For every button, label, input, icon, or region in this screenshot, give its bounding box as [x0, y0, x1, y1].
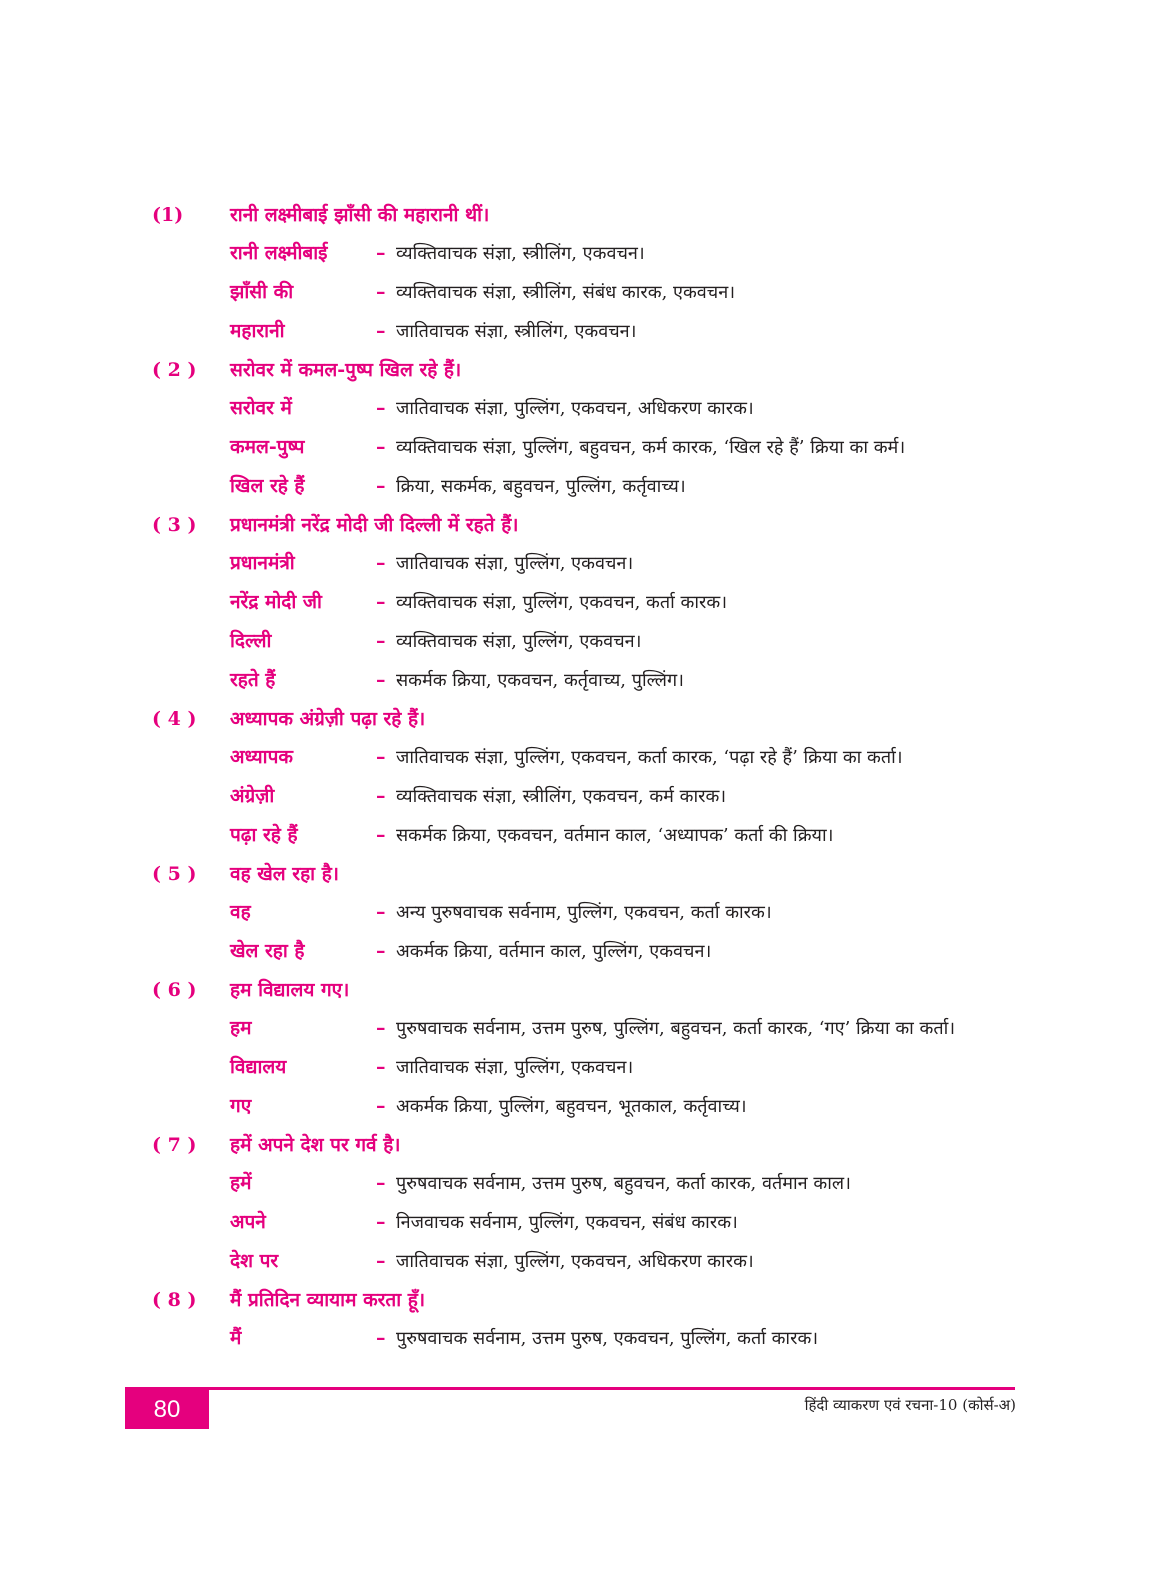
analysed-word: गए — [230, 1095, 252, 1117]
example-sentence — [152, 351, 1032, 389]
example-sentence — [152, 1126, 1032, 1164]
sentence-number: ( 3 ) — [152, 514, 197, 536]
word-description: जातिवाचक संज्ञा, पुल्लिंग, एकवचन, अधिकरण कारक। — [396, 398, 754, 419]
analysis-row — [152, 932, 1032, 971]
analysis-row — [152, 893, 1032, 932]
dash-separator: – — [376, 940, 386, 962]
analysis-row — [152, 273, 1032, 312]
word-description: पुरुषवाचक सर्वनाम, उत्तम पुरुष, बहुवचन, कर्ता कारक, वर्तमान काल। — [396, 1173, 851, 1194]
sentence-number: ( 5 ) — [152, 863, 197, 885]
word-description: पुरुषवाचक सर्वनाम, उत्तम पुरुष, पुल्लिंग, बहुवचन, कर्ता कारक, ‘गए’ क्रिया का कर्ता। — [396, 1018, 956, 1039]
sentence-text: सरोवर में कमल-पुष्प खिल रहे हैं। — [230, 359, 462, 381]
dash-separator: – — [376, 1017, 386, 1039]
analysed-word: प्रधानमंत्री — [230, 552, 295, 574]
dash-separator: – — [376, 1327, 386, 1349]
analysis-row — [152, 1009, 1032, 1048]
analysis-row — [152, 622, 1032, 661]
analysis-row — [152, 583, 1032, 622]
dash-separator: – — [376, 320, 386, 342]
dash-separator: – — [376, 397, 386, 419]
analysed-word: मैं — [230, 1327, 242, 1349]
analysis-row — [152, 1087, 1032, 1126]
example-sentence — [152, 855, 1032, 893]
word-description: व्यक्तिवाचक संज्ञा, स्त्रीलिंग, एकवचन, कर्म कारक। — [396, 786, 727, 807]
word-description: जातिवाचक संज्ञा, स्त्रीलिंग, एकवचन। — [396, 321, 637, 342]
sentence-text: अध्यापक अंग्रेज़ी पढ़ा रहे हैं। — [230, 708, 426, 730]
analysis-row — [152, 1319, 1032, 1358]
sentence-text: रानी लक्ष्मीबाई झाँसी की महारानी थीं। — [230, 204, 490, 226]
dash-separator: – — [376, 1056, 386, 1078]
analysed-word: सरोवर में — [230, 397, 292, 419]
word-description: अकर्मक क्रिया, वर्तमान काल, पुल्लिंग, एकवचन। — [396, 941, 712, 962]
word-description: पुरुषवाचक सर्वनाम, उत्तम पुरुष, एकवचन, पुल्लिंग, कर्ता कारक। — [396, 1328, 819, 1349]
analysis-row — [152, 428, 1032, 467]
analysed-word: हमें — [230, 1172, 252, 1194]
dash-separator: – — [376, 475, 386, 497]
example-sentence — [152, 971, 1032, 1009]
dash-separator: – — [376, 591, 386, 613]
grammar-analysis-content — [152, 196, 1032, 1358]
word-description: निजवाचक सर्वनाम, पुल्लिंग, एकवचन, संबंध कारक। — [396, 1212, 738, 1233]
word-description: व्यक्तिवाचक संज्ञा, स्त्रीलिंग, एकवचन। — [396, 243, 645, 264]
sentence-number: ( 7 ) — [152, 1134, 197, 1156]
analysis-row — [152, 816, 1032, 855]
dash-separator: – — [376, 1095, 386, 1117]
sentence-number: ( 2 ) — [152, 359, 197, 381]
analysed-word: झाँसी की — [230, 281, 294, 303]
page-number: 80 — [125, 1390, 209, 1429]
analysed-word: पढ़ा रहे हैं — [230, 824, 298, 846]
analysis-row — [152, 312, 1032, 351]
word-description: व्यक्तिवाचक संज्ञा, स्त्रीलिंग, संबंध कारक, एकवचन। — [396, 282, 736, 303]
sentence-text: मैं प्रतिदिन व्यायाम करता हूँ। — [230, 1289, 426, 1311]
dash-separator: – — [376, 552, 386, 574]
example-sentence — [152, 196, 1032, 234]
analysed-word: रहते हैं — [230, 669, 276, 691]
dash-separator: – — [376, 1211, 386, 1233]
sentence-number: ( 8 ) — [152, 1289, 197, 1311]
analysed-word: दिल्ली — [230, 630, 272, 652]
footer-divider — [125, 1387, 1015, 1390]
analysed-word: अध्यापक — [230, 746, 293, 768]
analysed-word: अंग्रेज़ी — [230, 785, 275, 807]
analysis-row — [152, 1242, 1032, 1281]
analysis-row — [152, 467, 1032, 506]
word-description: जातिवाचक संज्ञा, पुल्लिंग, एकवचन, कर्ता कारक, ‘पढ़ा रहे हैं’ क्रिया का कर्ता। — [396, 747, 903, 768]
sentence-number: ( 6 ) — [152, 979, 197, 1001]
analysed-word: खेल रहा है — [230, 940, 305, 962]
word-description: क्रिया, सकर्मक, बहुवचन, पुल्लिंग, कर्तृवाच्य। — [396, 476, 686, 497]
analysis-row — [152, 1164, 1032, 1203]
word-description: सकर्मक क्रिया, एकवचन, कर्तृवाच्य, पुल्लिंग। — [396, 670, 684, 691]
analysed-word: वह — [230, 901, 251, 923]
sentence-number: (1) — [152, 204, 184, 226]
dash-separator: – — [376, 824, 386, 846]
analysed-word: अपने — [230, 1211, 266, 1233]
analysis-row — [152, 1048, 1032, 1087]
analysed-word: विद्यालय — [230, 1056, 287, 1078]
analysis-row — [152, 389, 1032, 428]
analysis-row — [152, 234, 1032, 273]
sentence-number: ( 4 ) — [152, 708, 197, 730]
dash-separator: – — [376, 281, 386, 303]
analysis-row — [152, 1203, 1032, 1242]
analysed-word: खिल रहे हैं — [230, 475, 305, 497]
analysed-word: देश पर — [230, 1250, 279, 1272]
analysis-row — [152, 777, 1032, 816]
word-description: जातिवाचक संज्ञा, पुल्लिंग, एकवचन, अधिकरण कारक। — [396, 1251, 754, 1272]
analysed-word: महारानी — [230, 320, 285, 342]
dash-separator: – — [376, 746, 386, 768]
sentence-text: हम विद्यालय गए। — [230, 979, 350, 1001]
analysed-word: रानी लक्ष्मीबाई — [230, 242, 328, 264]
analysed-word: कमल-पुष्प — [230, 436, 305, 458]
word-description: व्यक्तिवाचक संज्ञा, पुल्लिंग, एकवचन, कर्ता कारक। — [396, 592, 728, 613]
book-title: हिंदी व्याकरण एवं रचना-10 (कोर्स-अ) — [804, 1396, 1016, 1414]
word-description: जातिवाचक संज्ञा, पुल्लिंग, एकवचन। — [396, 553, 634, 574]
dash-separator: – — [376, 1172, 386, 1194]
word-description: अकर्मक क्रिया, पुल्लिंग, बहुवचन, भूतकाल, कर्तृवाच्य। — [396, 1096, 747, 1117]
dash-separator: – — [376, 669, 386, 691]
word-description: अन्य पुरुषवाचक सर्वनाम, पुल्लिंग, एकवचन, कर्ता कारक। — [396, 902, 772, 923]
dash-separator: – — [376, 785, 386, 807]
example-sentence — [152, 1281, 1032, 1319]
analysis-row — [152, 544, 1032, 583]
analysed-word: हम — [230, 1017, 252, 1039]
analysed-word: नरेंद्र मोदी जी — [230, 591, 322, 613]
example-sentence — [152, 700, 1032, 738]
word-description: व्यक्तिवाचक संज्ञा, पुल्लिंग, बहुवचन, कर्म कारक, ‘खिल रहे हैं’ क्रिया का कर्म। — [396, 437, 906, 458]
word-description: सकर्मक क्रिया, एकवचन, वर्तमान काल, ‘अध्यापक’ कर्ता की क्रिया। — [396, 825, 834, 846]
dash-separator: – — [376, 630, 386, 652]
sentence-text: वह खेल रहा है। — [230, 863, 339, 885]
example-sentence — [152, 506, 1032, 544]
sentence-text: प्रधानमंत्री नरेंद्र मोदी जी दिल्ली में रहते हैं। — [230, 514, 519, 536]
word-description: जातिवाचक संज्ञा, पुल्लिंग, एकवचन। — [396, 1057, 634, 1078]
sentence-text: हमें अपने देश पर गर्व है। — [230, 1134, 401, 1156]
word-description: व्यक्तिवाचक संज्ञा, पुल्लिंग, एकवचन। — [396, 631, 642, 652]
dash-separator: – — [376, 901, 386, 923]
analysis-row — [152, 738, 1032, 777]
dash-separator: – — [376, 1250, 386, 1272]
dash-separator: – — [376, 436, 386, 458]
dash-separator: – — [376, 242, 386, 264]
analysis-row — [152, 661, 1032, 700]
